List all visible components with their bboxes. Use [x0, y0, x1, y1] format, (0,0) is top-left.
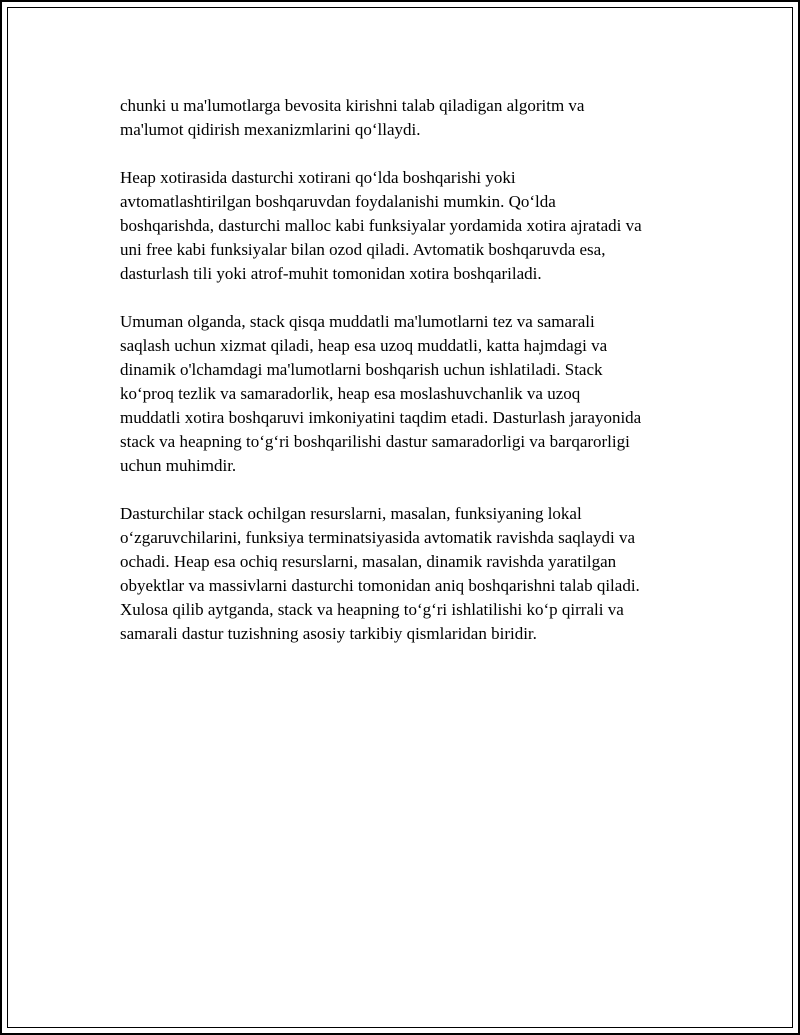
text-line: o‘zgaruvchilarini, funksiya terminatsiyasida avtomatik ravishda saqlaydi va [120, 528, 636, 547]
text-line: Xulosa qilib aytganda, stack va heapning to‘g‘ri ishlatilishi ko‘p qirrali va [120, 600, 624, 619]
text-line: muddatli xotira boshqaruvi imkoniyatini taqdim etadi. Dasturlash jarayonida [120, 408, 642, 427]
paragraph-1 [120, 94, 700, 142]
text-line: ko‘proq tezlik va samaradorlik, heap esa moslashuvchanlik va uzoq [120, 384, 581, 403]
text-line: ochadi. Heap esa ochiq resurslarni, masalan, dinamik ravishda yaratilgan [120, 552, 617, 571]
paragraph-3 [120, 310, 700, 478]
text-line: uchun muhimdir. [120, 456, 237, 475]
paragraph-2 [120, 166, 700, 286]
text-line: chunki u ma'lumotlarga bevosita kirishni talab qiladigan algoritm va [120, 96, 585, 115]
text-line: obyektlar va massivlarni dasturchi tomonidan aniq boshqarishni talab qiladi. [120, 576, 640, 595]
text-line: saqlash uchun xizmat qiladi, heap esa uzoq muddatli, katta hajmdagi va [120, 336, 608, 355]
text-line: Umuman olganda, stack qisqa muddatli ma'lumotlarni tez va samarali [120, 312, 595, 331]
text-line: dasturlash tili yoki atrof-muhit tomonidan xotira boshqariladi. [120, 264, 542, 283]
paragraph-4 [120, 502, 700, 646]
text-line: uni free kabi funksiyalar bilan ozod qiladi. Avtomatik boshqaruvda esa, [120, 240, 606, 259]
text-line: samarali dastur tuzishning asosiy tarkibiy qismlaridan biridir. [120, 624, 537, 643]
text-line: boshqarishda, dasturchi malloc kabi funksiyalar yordamida xotira ajratadi va [120, 216, 642, 235]
text-line: stack va heapning to‘g‘ri boshqarilishi dastur samaradorligi va barqarorligi [120, 432, 630, 451]
text-line: Dasturchilar stack ochilgan resurslarni, masalan, funksiyaning lokal [120, 504, 582, 523]
text-line: avtomatlashtirilgan boshqaruvdan foydalanishi mumkin. Qo‘lda [120, 192, 556, 211]
text-line: Heap xotirasida dasturchi xotirani qo‘lda boshqarishi yoki [120, 168, 516, 187]
text-line: dinamik o'lchamdagi ma'lumotlarni boshqarish uchun ishlatiladi. Stack [120, 360, 603, 379]
document-body [120, 94, 700, 670]
text-line: ma'lumot qidirish mexanizmlarini qo‘llaydi. [120, 120, 421, 139]
